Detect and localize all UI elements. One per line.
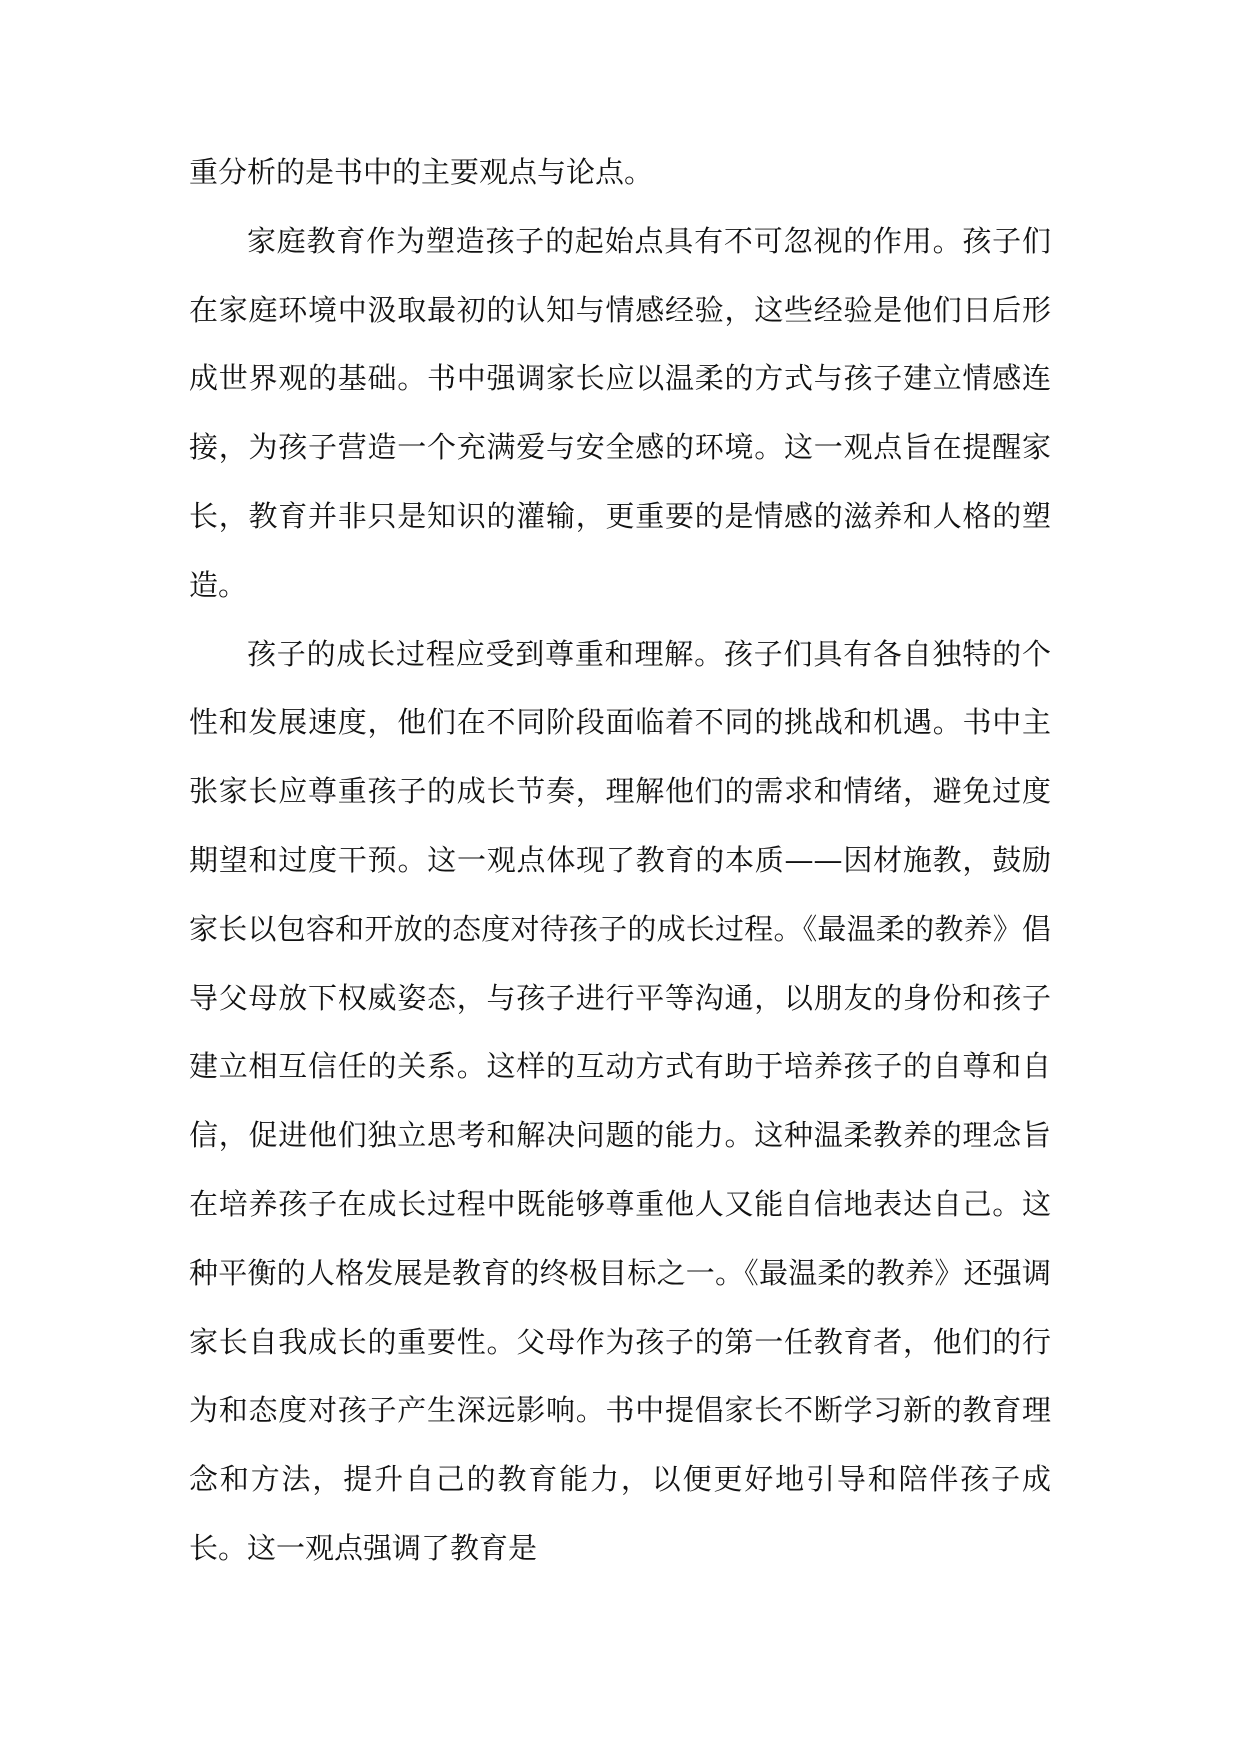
paragraph-1: 重分析的是书中的主要观点与论点。 — [189, 155, 654, 189]
paragraph-2: 家庭教育作为塑造孩子的起始点具有不可忽视的作用。孩子们在家庭环境中汲取最初的认知与情感经验，这些经验是他们日后形成世界观的基础。书中强调家长应以温柔的方式与孩子建立情感连接，为孩子营造一个充满爱与安全感的环境。这一观点旨在提醒家长，教育并非只是知识的灌输，更重要的是情感的滋养和人格的塑造。 — [189, 223, 1051, 602]
document-body — [189, 138, 1051, 1583]
paragraph-3: 孩子的成长过程应受到尊重和理解。孩子们具有各自独特的个性和发展速度，他们在不同阶段面临着不同的挑战和机遇。书中主张家长应尊重孩子的成长节奏，理解他们的需求和情绪，避免过度期望和过度干预。这一观点体现了教育的本质——因材施教，鼓励家长以包容和开放的态度对待孩子的成长过程。《最温柔的教养》倡导父母放下权威姿态，与孩子进行平等沟通，以朋友的身份和孩子建立相互信任的关系。这样的互动方式有助于培养孩子的自尊和自信，促进他们独立思考和解决问题的能力。这种温柔教养的理念旨在培养孩子在成长过程中既能够尊重他人又能自信地表达自己。这种平衡的人格发展是教育的终极目标之一。《最温柔的教养》还强调家长自我成长的重要性。父母作为孩子的第一任教育者，他们的行为和态度对孩子产生深远影响。书中提倡家长不断学习新的教育理念和方法，提升自己的教育能力，以便更好地引导和陪伴孩子成长。这一观点强调了教育是 — [189, 636, 1051, 1565]
